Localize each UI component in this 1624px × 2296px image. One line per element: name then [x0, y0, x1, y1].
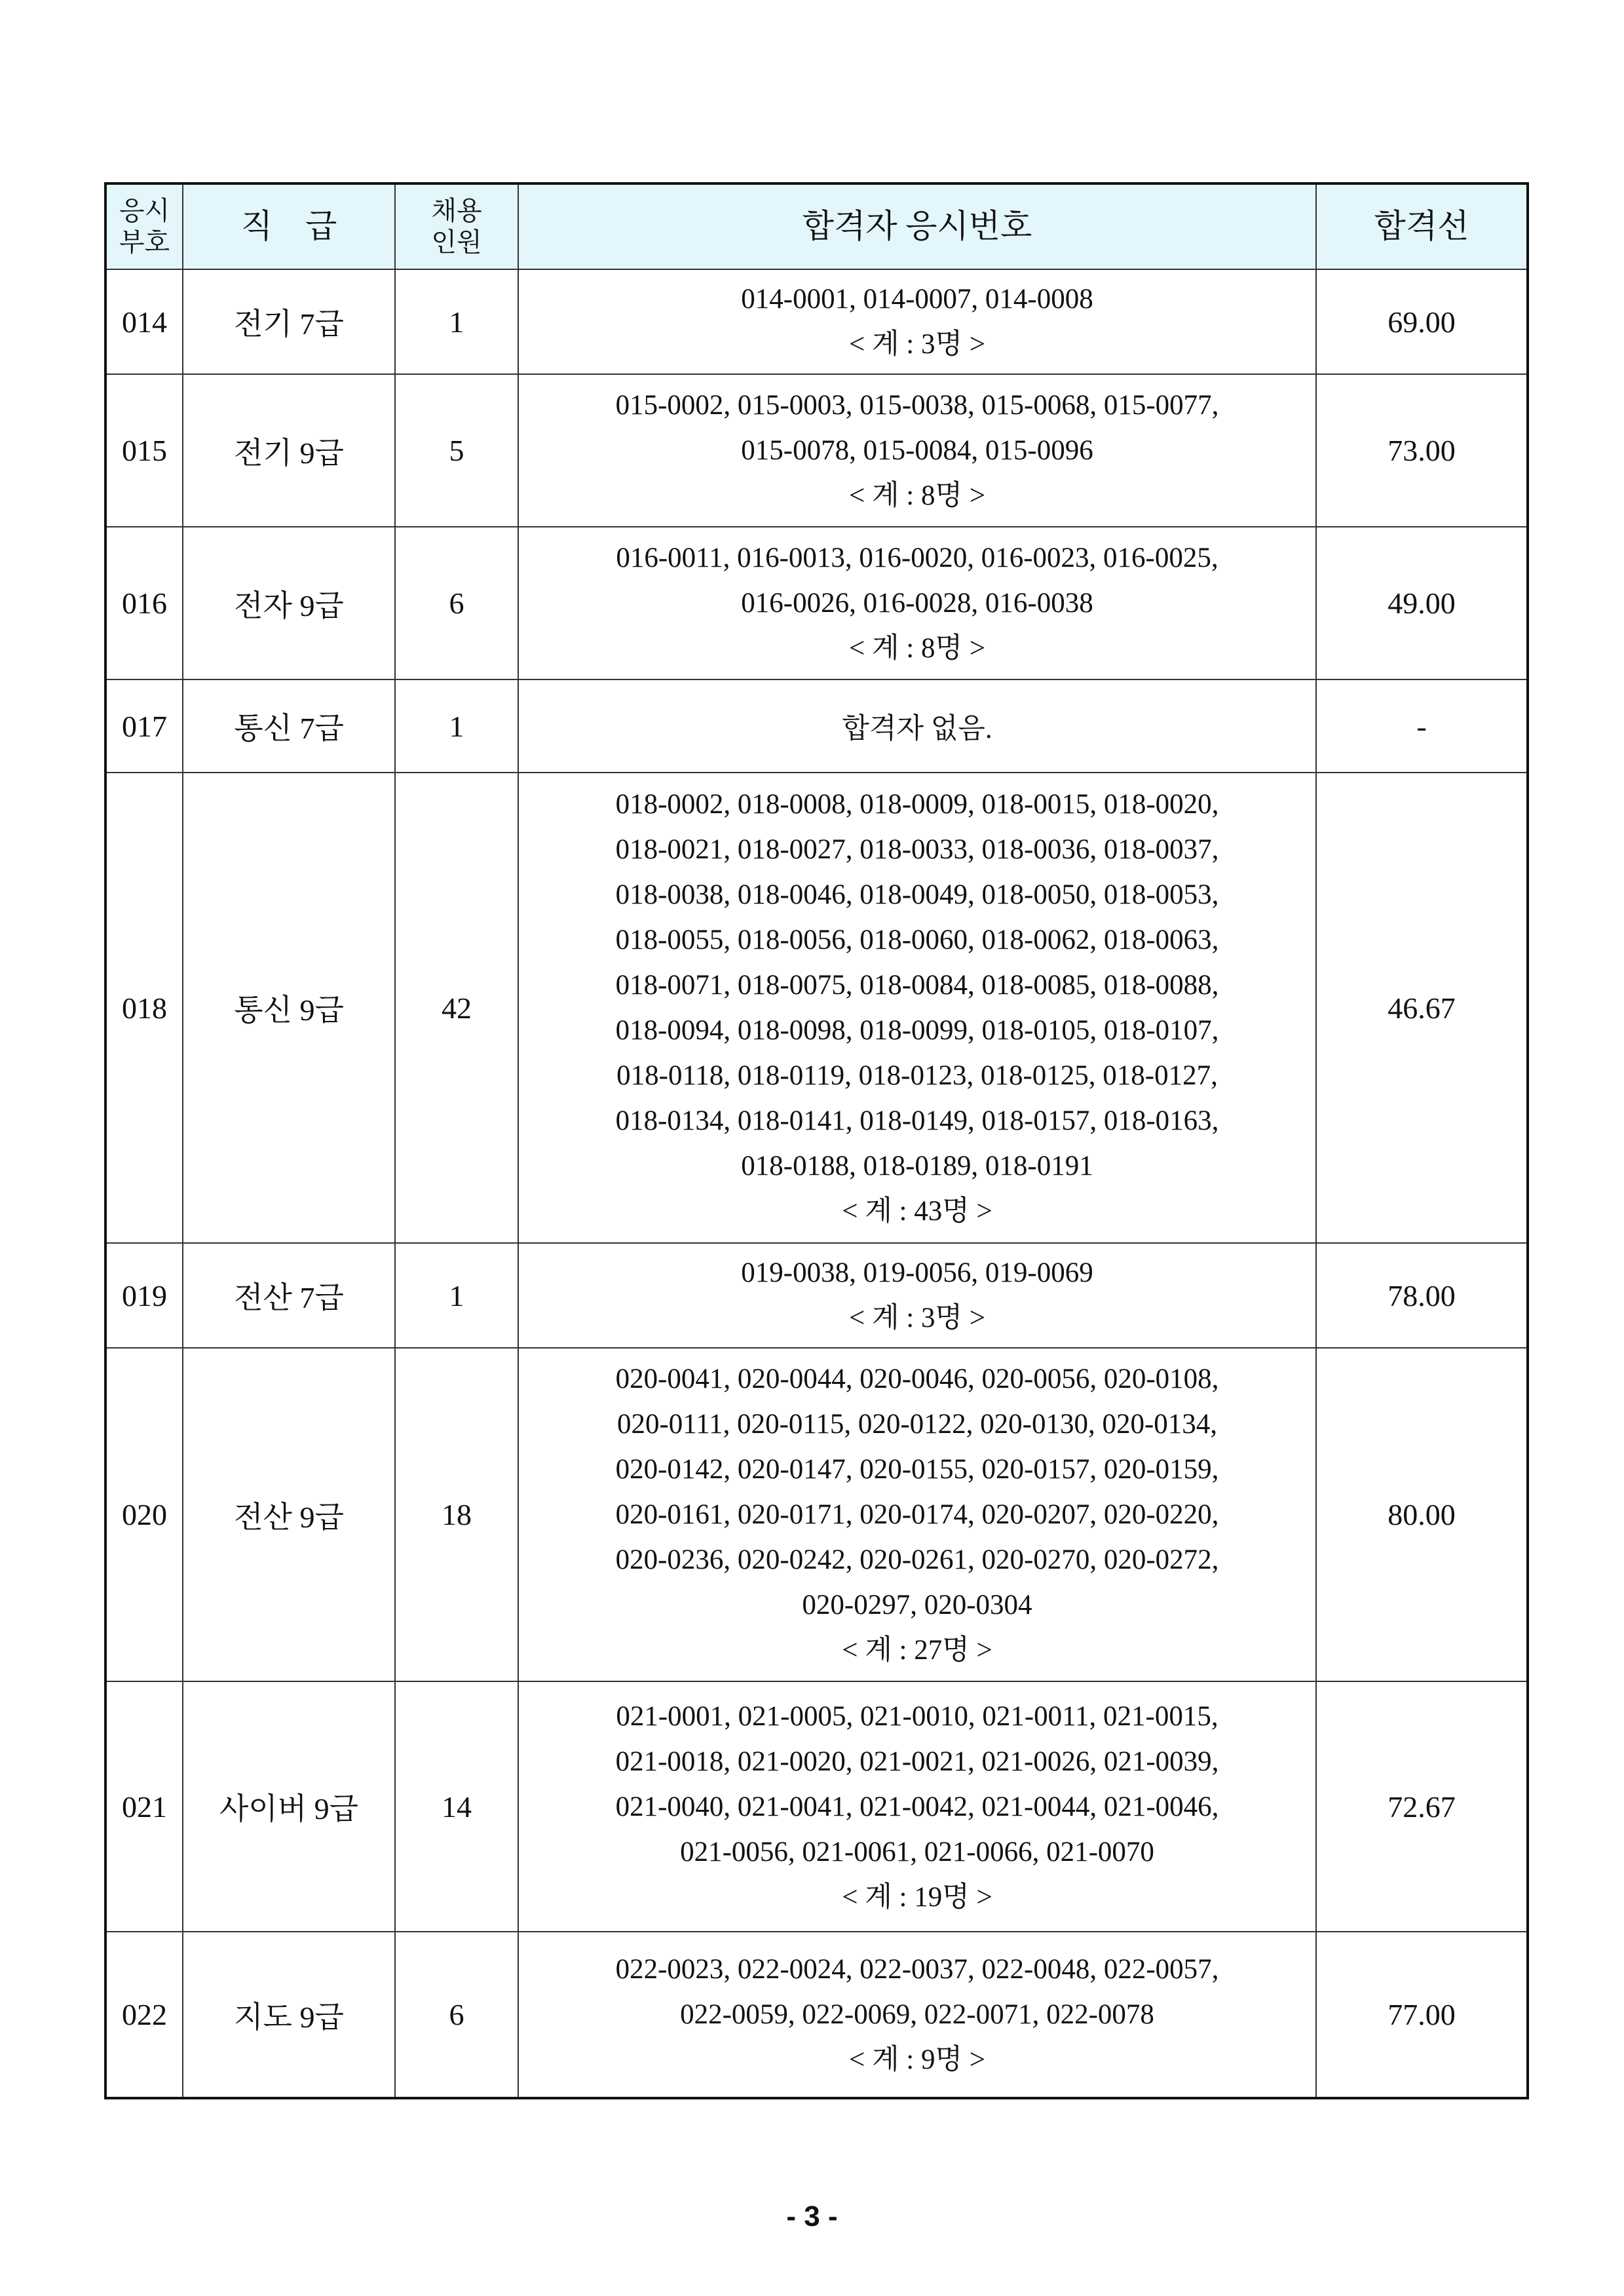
header-passers: 합격자 응시번호 — [518, 183, 1316, 269]
cell-passer-numbers — [518, 374, 1316, 527]
page-number: - 3 - — [786, 2200, 838, 2232]
cell-passer-numbers — [518, 269, 1316, 374]
passer-line: 019-0038, 019-0056, 019-0069 — [741, 1257, 1093, 1288]
passer-line: 016-0011, 016-0013, 016-0020, 016-0023, 016-0025, — [616, 543, 1218, 573]
passer-line: 021-0056, 021-0061, 021-0066, 021-0070 — [680, 1836, 1154, 1867]
cell-grade: 전기 7급 — [183, 269, 395, 374]
cell-exam-code: 022 — [105, 1932, 183, 2098]
passer-line: 021-0001, 021-0005, 021-0010, 021-0011, 021-0015, — [616, 1700, 1218, 1732]
cell-grade: 통신 7급 — [183, 679, 395, 773]
passer-line: < 계 : 9명 > — [848, 2044, 986, 2075]
cell-grade: 전기 9급 — [183, 374, 395, 527]
cell-exam-code: 020 — [105, 1348, 183, 1681]
cell-quota: 5 — [395, 374, 518, 527]
table-row — [105, 1243, 1528, 1348]
cell-no-passers: 합격자 없음. — [518, 679, 1316, 773]
header-exam-code: 응시 부호 — [105, 183, 183, 269]
passer-line: 022-0059, 022-0069, 022-0071, 022-0078 — [680, 1999, 1154, 2030]
cell-passer-numbers — [518, 527, 1316, 679]
passer-line: 018-0118, 018-0119, 018-0123, 018-0125, 018-0127, — [616, 1060, 1218, 1091]
cell-passer-numbers — [518, 1243, 1316, 1348]
table-row — [105, 1932, 1528, 2098]
cell-cutoff: 46.67 — [1316, 773, 1528, 1243]
cell-cutoff: 80.00 — [1316, 1348, 1528, 1681]
cell-passer-numbers — [518, 1681, 1316, 1932]
cell-quota: 6 — [395, 1932, 518, 2098]
cell-grade: 지도 9급 — [183, 1932, 395, 2098]
passer-line: < 계 : 3명 > — [848, 1303, 986, 1333]
passer-line: 020-0297, 020-0304 — [802, 1590, 1032, 1620]
cell-exam-code: 018 — [105, 773, 183, 1243]
table-row — [105, 269, 1528, 374]
cell-passer-numbers — [518, 1348, 1316, 1681]
cell-exam-code: 015 — [105, 374, 183, 527]
cell-quota: 42 — [395, 773, 518, 1243]
header-grade: 직 급 — [183, 183, 395, 269]
cell-exam-code: 017 — [105, 679, 183, 773]
passer-line: 018-0094, 018-0098, 018-0099, 018-0105, 018-0107, — [615, 1015, 1219, 1046]
cell-exam-code: 014 — [105, 269, 183, 374]
cell-exam-code: 021 — [105, 1681, 183, 1932]
passer-line: 015-0002, 015-0003, 015-0038, 015-0068, 015-0077, — [615, 390, 1219, 421]
table-row — [105, 374, 1528, 527]
cell-quota: 1 — [395, 679, 518, 773]
passer-line: < 계 : 27명 > — [842, 1635, 992, 1666]
cell-exam-code: 016 — [105, 527, 183, 679]
passer-line: 020-0142, 020-0147, 020-0155, 020-0157, 020-0159, — [615, 1454, 1219, 1485]
passer-line: 015-0078, 015-0084, 015-0096 — [741, 435, 1093, 466]
cell-quota: 1 — [395, 269, 518, 374]
cell-cutoff: 72.67 — [1316, 1681, 1528, 1932]
passer-line: 018-0188, 018-0189, 018-0191 — [741, 1151, 1093, 1181]
passer-line: 018-0071, 018-0075, 018-0084, 018-0085, 018-0088, — [615, 970, 1219, 1001]
passer-line: 021-0018, 021-0020, 021-0021, 021-0026, 021-0039, — [615, 1746, 1219, 1777]
cell-quota: 6 — [395, 527, 518, 679]
table-row — [105, 527, 1528, 679]
table-row — [105, 1681, 1528, 1932]
passer-line: 018-0055, 018-0056, 018-0060, 018-0062, 018-0063, — [615, 925, 1219, 955]
passer-line: 018-0134, 018-0141, 018-0149, 018-0157, 018-0163, — [615, 1105, 1219, 1136]
passer-line: 014-0001, 014-0007, 014-0008 — [741, 284, 1093, 315]
cell-cutoff: 69.00 — [1316, 269, 1528, 374]
passer-line: 020-0111, 020-0115, 020-0122, 020-0130, 020-0134, — [616, 1409, 1218, 1440]
cell-grade: 사이버 9급 — [183, 1681, 395, 1932]
passer-line: 022-0023, 022-0024, 022-0037, 022-0048, 022-0057, — [615, 1954, 1219, 1985]
cell-exam-code: 019 — [105, 1243, 183, 1348]
cell-cutoff: - — [1316, 679, 1528, 773]
cell-cutoff: 78.00 — [1316, 1243, 1528, 1348]
cell-grade: 전산 7급 — [183, 1243, 395, 1348]
cell-cutoff: 73.00 — [1316, 374, 1528, 527]
passer-line: 018-0002, 018-0008, 018-0009, 018-0015, 018-0020, — [615, 789, 1219, 820]
passer-line: 018-0021, 018-0027, 018-0033, 018-0036, 018-0037, — [615, 834, 1219, 865]
passer-line: 020-0041, 020-0044, 020-0046, 020-0056, 020-0108, — [615, 1364, 1219, 1394]
table-row — [105, 679, 1528, 773]
cell-grade: 전자 9급 — [183, 527, 395, 679]
table-row — [105, 773, 1528, 1243]
cell-passer-numbers — [518, 773, 1316, 1243]
passer-line: 020-0161, 020-0171, 020-0174, 020-0207, 020-0220, — [615, 1499, 1219, 1530]
header-row — [105, 183, 1528, 269]
passer-line: < 계 : 8명 > — [848, 633, 986, 664]
passer-line: < 계 : 43명 > — [842, 1196, 992, 1227]
passer-line: < 계 : 8명 > — [848, 480, 986, 511]
table-row — [105, 1348, 1528, 1681]
passer-line: 020-0236, 020-0242, 020-0261, 020-0270, 020-0272, — [615, 1544, 1219, 1575]
header-cutoff: 합격선 — [1316, 183, 1528, 269]
cell-quota: 1 — [395, 1243, 518, 1348]
cell-quota: 14 — [395, 1681, 518, 1932]
passer-line: < 계 : 3명 > — [848, 329, 986, 360]
header-quota: 채용 인원 — [395, 183, 518, 269]
results-table — [104, 182, 1529, 2099]
passer-line: 018-0038, 018-0046, 018-0049, 018-0050, 018-0053, — [615, 879, 1219, 910]
passer-line: 021-0040, 021-0041, 021-0042, 021-0044, 021-0046, — [615, 1791, 1219, 1822]
cell-passer-numbers — [518, 1932, 1316, 2098]
passer-line: < 계 : 19명 > — [842, 1881, 992, 1913]
cell-grade: 통신 9급 — [183, 773, 395, 1243]
cell-quota: 18 — [395, 1348, 518, 1681]
cell-grade: 전산 9급 — [183, 1348, 395, 1681]
cell-cutoff: 77.00 — [1316, 1932, 1528, 2098]
passer-line: 016-0026, 016-0028, 016-0038 — [741, 588, 1093, 619]
cell-cutoff: 49.00 — [1316, 527, 1528, 679]
